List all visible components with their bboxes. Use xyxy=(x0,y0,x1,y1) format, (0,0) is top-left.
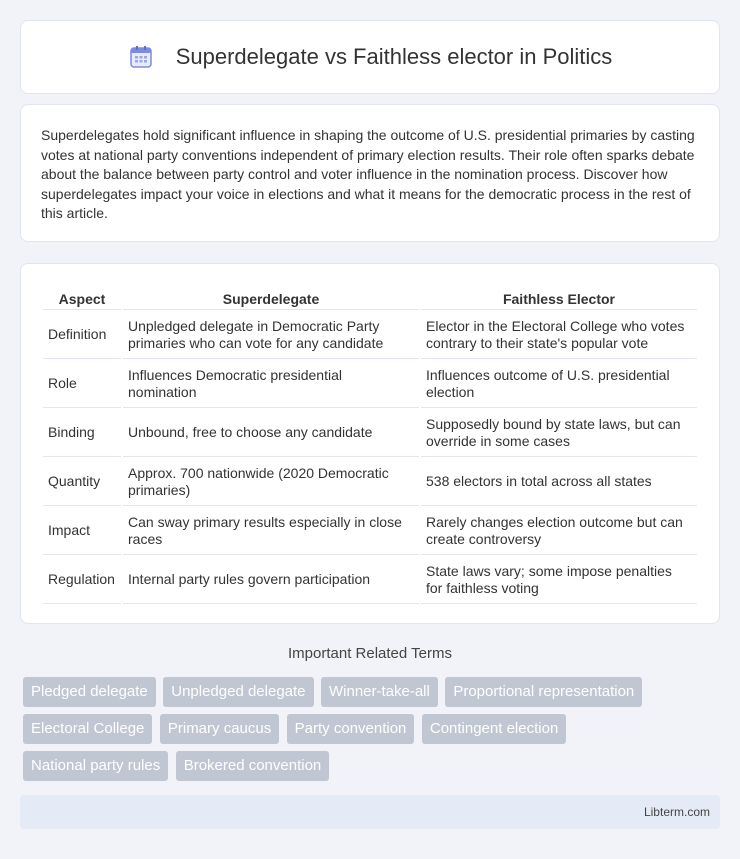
related-term-tag[interactable]: Proportional representation xyxy=(445,677,642,707)
header-card xyxy=(20,20,720,94)
related-term-tag[interactable]: Electoral College xyxy=(23,714,152,744)
header-faithless-elector: Faithless Elector xyxy=(421,288,697,310)
cell-superdelegate: Influences Democratic presidential nomination xyxy=(123,361,419,408)
related-term-tag[interactable]: Pledged delegate xyxy=(23,677,156,707)
related-terms-list xyxy=(23,677,703,788)
intro-text: Superdelegates hold significant influence in shaping the outcome of U.S. presidential primaries by casting votes at national party conventions independent of primary election results. Their role often sparks debate about the balance between party control and voter influence in the nomination process. Discover how superdelegates impact your voice in elections and what it means for the democratic process in the rest of this article. xyxy=(41,127,695,222)
cell-faithless-elector: Supposedly bound by state laws, but can override in some cases xyxy=(421,410,697,457)
related-term-tag[interactable]: Party convention xyxy=(287,714,415,744)
cell-aspect: Role xyxy=(43,361,121,408)
footer-brand-link[interactable]: Libterm.com xyxy=(643,805,710,819)
table-row xyxy=(43,410,697,457)
header-superdelegate: Superdelegate xyxy=(123,288,419,310)
cell-faithless-elector: Rarely changes election outcome but can create controversy xyxy=(421,508,697,555)
cell-faithless-elector: Influences outcome of U.S. presidential election xyxy=(421,361,697,408)
related-term-tag[interactable]: National party rules xyxy=(23,751,168,781)
table-row xyxy=(43,312,697,359)
table-row xyxy=(43,557,697,604)
cell-superdelegate: Unpledged delegate in Democratic Party primaries who can vote for any candidate xyxy=(123,312,419,359)
page-title: Superdelegate vs Faithless elector in Politics xyxy=(175,44,613,69)
related-term-tag[interactable]: Winner-take-all xyxy=(321,677,438,707)
cell-aspect: Binding xyxy=(43,410,121,457)
cell-superdelegate: Can sway primary results especially in close races xyxy=(123,508,419,555)
table-header-row xyxy=(43,288,697,310)
calendar-icon xyxy=(128,44,154,70)
cell-aspect: Quantity xyxy=(43,459,121,506)
cell-aspect: Definition xyxy=(43,312,121,359)
cell-faithless-elector: State laws vary; some impose penalties for faithless voting xyxy=(421,557,697,604)
cell-superdelegate: Approx. 700 nationwide (2020 Democratic primaries) xyxy=(123,459,419,506)
cell-faithless-elector: Elector in the Electoral College who votes contrary to their state's popular vote xyxy=(421,312,697,359)
table-row xyxy=(43,508,697,555)
cell-faithless-elector: 538 electors in total across all states xyxy=(421,459,697,506)
related-term-tag[interactable]: Contingent election xyxy=(422,714,566,744)
comparison-table-card xyxy=(20,263,720,624)
related-term-tag[interactable]: Primary caucus xyxy=(160,714,279,744)
cell-aspect: Regulation xyxy=(43,557,121,604)
header-aspect: Aspect xyxy=(43,288,121,310)
related-term-tag[interactable]: Unpledged delegate xyxy=(163,677,313,707)
table-row xyxy=(43,459,697,506)
comparison-table xyxy=(41,286,699,606)
related-term-tag[interactable]: Brokered convention xyxy=(176,751,330,781)
cell-aspect: Impact xyxy=(43,508,121,555)
table-row xyxy=(43,361,697,408)
cell-superdelegate: Unbound, free to choose any candidate xyxy=(123,410,419,457)
related-terms-title: Important Related Terms xyxy=(288,645,452,662)
intro-card xyxy=(20,104,720,242)
footer xyxy=(20,795,720,829)
cell-superdelegate: Internal party rules govern participation xyxy=(123,557,419,604)
